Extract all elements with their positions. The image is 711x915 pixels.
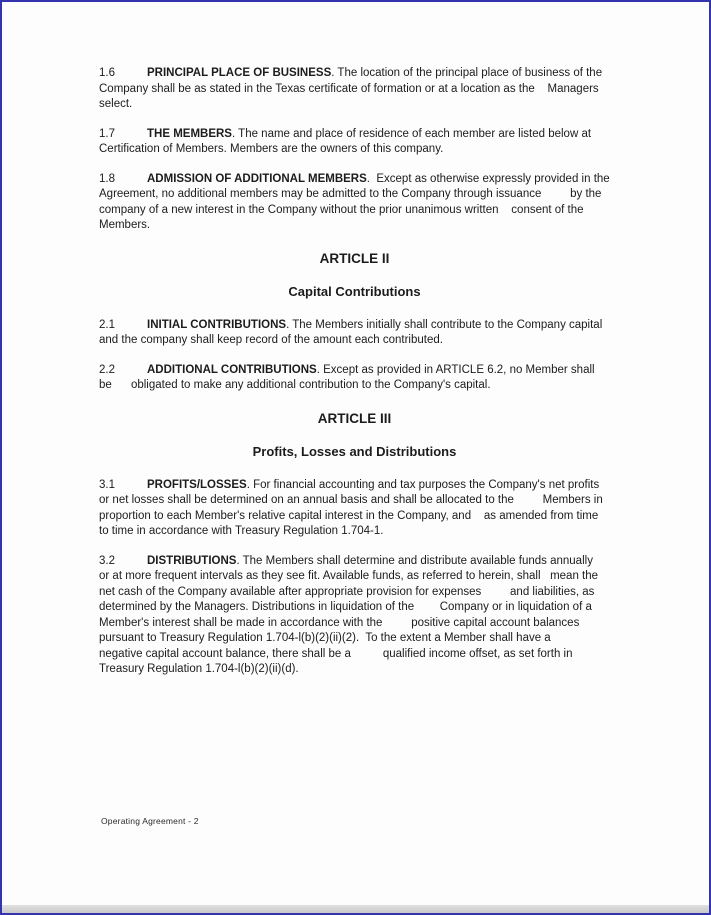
section-body: . The Members shall determine and distribute available funds annually or at more frequent intervals as they see fit. Available funds, as referred to herein, shall mean the net cash of the Company available after appropriate provision for expenses and liabilities, as determined by the Managers. Distributions in liquidation of the Company or in liquidation of a Member's interest shall be made in accordance with the positive capital account balances pursuant to Treasury Regulation 1.704-l(b)(2)(ii)(2). To the extent a Member shall have a negative capital account balance, there shall be a qualified income offset, as set forth in Treasury Regulation 1.704-l(b)(2)(ii)(d). [99,554,616,675]
article-3-subheading: Profits, Losses and Distributions [252,443,457,459]
section-number: 2.1 [99,318,115,331]
section-1-7 [99,127,617,158]
section-1-6 [99,66,631,113]
section-body: . Except as provided in ARTICLE 6.2, no Member shall be obligated to make any additional contribution to the Company's capital. [99,363,598,391]
section-body: . The location of the principal place of business of the Company shall be as stated in the Texas certificate of formation or at a location as the Managers select. [99,67,631,110]
article-3-heading: ARTICLE III [317,410,392,426]
section-number: 1.7 [99,127,115,140]
section-heading: PROFITS/LOSSES [147,478,247,491]
section-heading: INITIAL CONTRIBUTIONS [147,318,287,331]
section-number: 2.2 [99,363,115,376]
section-heading: THE MEMBERS [147,127,232,140]
section-3-2 [99,554,616,678]
section-heading: DISTRIBUTIONS [147,554,237,567]
section-body: . The Members initially shall contribute to the Company capital and the company shall keep record of the amount each contributed. [99,318,625,346]
section-3-1 [99,478,619,540]
article-2-heading: ARTICLE II [319,250,390,266]
section-number: 3.1 [99,478,115,491]
section-body: . The name and place of residence of each member are listed below at Certification of Members. Members are the owners of this company. [99,127,617,155]
section-number: 1.6 [99,67,115,79]
section-1-8 [99,172,638,234]
section-heading: PRINCIPAL PLACE OF BUSINESS [147,67,332,79]
section-number: 3.2 [99,554,115,567]
section-heading: ADMISSION OF ADDITIONAL MEMBERS [147,172,367,185]
section-2-2 [99,363,610,394]
document-content [2,2,709,913]
article-2-subheading: Capital Contributions [288,283,421,299]
section-body: . For financial accounting and tax purposes the Company's net profits or net losses shall be determined on an annual basis and shall be allocated to the Members in proportion to each Member's relative capital interest in the Company, and as amended from time to time in accordance with Treasury Regulation 1.704-1. [99,478,619,537]
section-2-1 [99,318,625,349]
section-heading: ADDITIONAL CONTRIBUTIONS [147,363,317,376]
section-body: . Except as otherwise expressly provided in the Agreement, no additional members may be admitted to the Company through issuance by the company of a new interest in the Company without the prior unanimous written consent of the Members. [99,172,638,231]
section-number: 1.8 [99,172,115,185]
page-bottom-shadow [2,905,709,913]
page-footer: Operating Agreement - 2 [101,816,199,826]
